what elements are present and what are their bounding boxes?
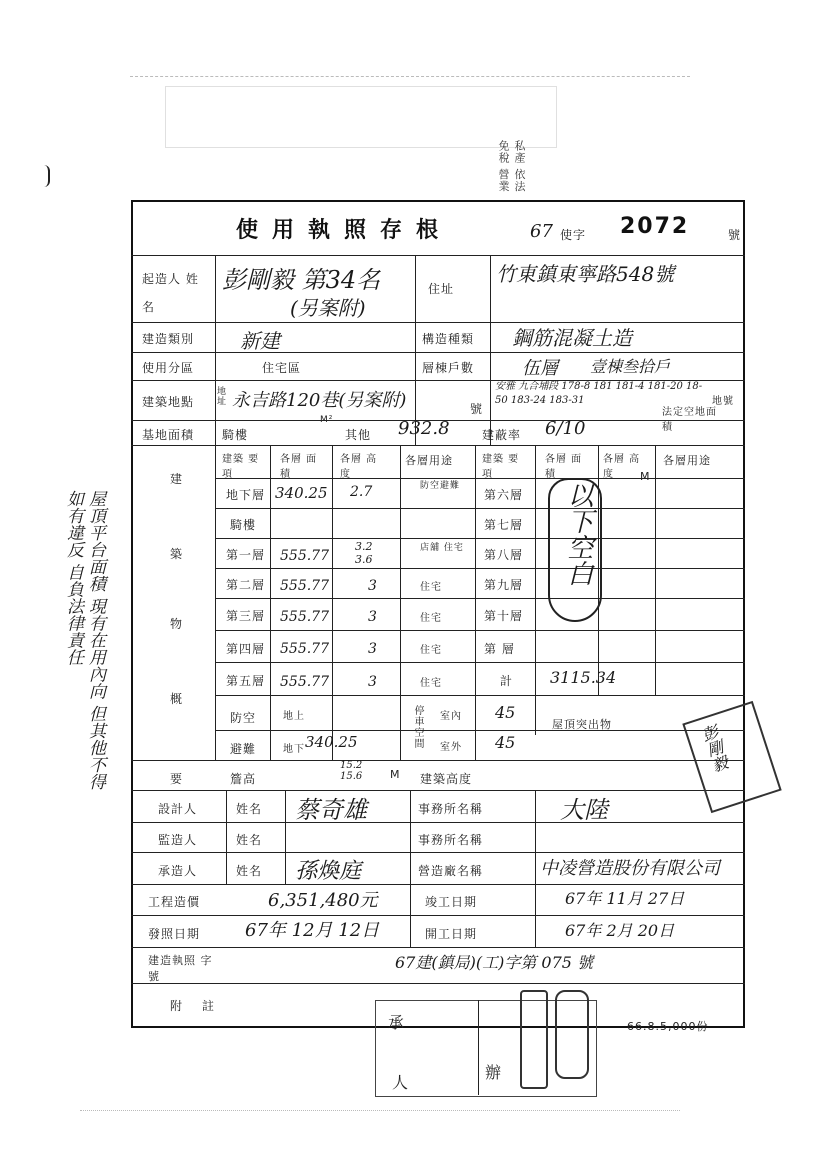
category-value: 新建 bbox=[240, 329, 280, 353]
other-value: 932.8 bbox=[398, 418, 450, 439]
row-divider bbox=[131, 852, 745, 853]
floor-label: 第五層 bbox=[226, 674, 266, 688]
floor-label: 騎樓 bbox=[230, 518, 257, 532]
lot-label: 地號 bbox=[712, 396, 734, 407]
shelter-under-sub: 地下 bbox=[283, 744, 305, 755]
designer-office: 大陸 bbox=[560, 796, 608, 824]
floor-use: 住宅 bbox=[420, 582, 442, 593]
header-use-left: 各層用途 bbox=[405, 454, 453, 467]
floor-use: 住宅 bbox=[420, 645, 442, 656]
side-label-4: 概 bbox=[170, 692, 184, 706]
outdoor-value: 45 bbox=[495, 733, 516, 752]
designer-name: 蔡奇雄 bbox=[295, 796, 367, 824]
row-divider bbox=[131, 915, 745, 916]
structure-label: 構造種類 bbox=[422, 332, 475, 346]
eave-height-label: 簷高 bbox=[230, 772, 257, 786]
header-height-left: 各層 高度 bbox=[340, 454, 378, 480]
header-item-left: 建築 要項 bbox=[222, 454, 260, 480]
permit-year: 67 bbox=[530, 221, 553, 242]
scan-artifact-bottom bbox=[80, 1110, 680, 1112]
col-divider bbox=[535, 790, 536, 948]
shelter-ground-label: 地上 bbox=[283, 711, 305, 722]
floor-height: 3 bbox=[368, 641, 377, 657]
col-divider bbox=[478, 1000, 479, 1095]
row-divider bbox=[215, 630, 745, 631]
col-divider bbox=[475, 445, 476, 760]
contractor-name: 孫煥庭 bbox=[295, 859, 362, 884]
row-divider bbox=[131, 884, 745, 885]
eave-height-value: 15.2 15.6 bbox=[340, 760, 363, 782]
unit-area: M² bbox=[320, 415, 334, 425]
contractor-label: 承造人 bbox=[158, 864, 198, 878]
zone-label: 使用分區 bbox=[142, 361, 195, 375]
coverage-value: 6/10 bbox=[545, 418, 586, 439]
units-value: 壹棟叁拾戶 bbox=[590, 357, 671, 376]
row-divider bbox=[215, 538, 745, 539]
floor-height: 3.2 3.6 bbox=[355, 540, 373, 566]
floor-area: 555.77 bbox=[280, 578, 329, 594]
build-permit-value: 67建(鎮局)(工)字第 075 號 bbox=[395, 953, 594, 972]
floor-height: 3 bbox=[368, 674, 377, 690]
permit-series: 使字 bbox=[560, 228, 587, 242]
signature-seal bbox=[555, 990, 589, 1079]
parking-label: 停車空間 bbox=[412, 705, 423, 749]
floor-label: 第八層 bbox=[484, 548, 524, 562]
floors-label: 層棟戶數 bbox=[422, 361, 475, 375]
legal-space-label: 法定空地面積 bbox=[662, 407, 717, 433]
col-divider bbox=[400, 445, 401, 760]
row-divider bbox=[131, 352, 745, 353]
row-divider bbox=[215, 568, 745, 569]
floor-height: 3 bbox=[368, 578, 377, 594]
side-label-3: 物 bbox=[170, 617, 184, 631]
row-divider bbox=[215, 598, 745, 599]
designer-label: 設計人 bbox=[158, 802, 198, 816]
contractor-firm: 中凌營造股份有限公司 bbox=[540, 858, 720, 879]
completion-date-value: 67年 11月 27日 bbox=[565, 889, 685, 908]
approval-stamp-text: 彭剛毅 bbox=[697, 722, 731, 775]
shelter-label: 防空 bbox=[230, 711, 257, 725]
col-divider bbox=[270, 445, 271, 760]
contractor-name-label: 姓名 bbox=[236, 864, 263, 878]
floor-area: 340.25 bbox=[275, 484, 328, 502]
floor-label: 第一層 bbox=[226, 548, 266, 562]
col-divider bbox=[410, 790, 411, 948]
row-divider bbox=[131, 790, 745, 791]
row-divider bbox=[215, 695, 745, 696]
row-divider bbox=[131, 947, 745, 948]
blank-below-bracket bbox=[548, 478, 602, 622]
outdoor-label: 室外 bbox=[440, 742, 462, 753]
floor-use: 防空避難 bbox=[420, 481, 461, 491]
unit-height: M bbox=[640, 470, 651, 483]
form-title: 使用執照存根 bbox=[236, 217, 453, 243]
col-divider bbox=[490, 255, 491, 445]
row-divider bbox=[131, 760, 745, 761]
floor-label: 第二層 bbox=[226, 578, 266, 592]
structure-value: 鋼筋混凝土造 bbox=[512, 326, 632, 350]
floor-label: 計 bbox=[500, 674, 514, 688]
side-label-2: 築 bbox=[170, 547, 184, 561]
row-divider bbox=[215, 508, 745, 509]
floor-label: 地下層 bbox=[226, 488, 266, 502]
floor-area: 555.77 bbox=[280, 609, 329, 625]
side-label-5: 要 bbox=[170, 772, 184, 786]
row-divider bbox=[131, 983, 745, 984]
scan-artifact-top bbox=[130, 76, 690, 78]
signature-box-char: 辦 bbox=[485, 1063, 503, 1082]
site-value: 永吉路120巷(另案附) bbox=[232, 390, 407, 411]
floors-value: 伍層 bbox=[522, 358, 558, 379]
row-divider bbox=[215, 478, 745, 479]
col-divider bbox=[285, 790, 286, 884]
completion-date-label: 竣工日期 bbox=[425, 895, 478, 909]
permit-date-label: 發照日期 bbox=[148, 927, 201, 941]
build-permit-label: 建造執照 字號 bbox=[148, 954, 213, 983]
floor-label: 第七層 bbox=[484, 518, 524, 532]
remarks-label: 附註 bbox=[170, 999, 235, 1013]
site-suffix: 號 bbox=[470, 402, 484, 416]
header-height-right: 各層 高度 bbox=[603, 454, 641, 480]
floor-area: 555.77 bbox=[280, 548, 329, 564]
col-divider bbox=[332, 445, 333, 760]
col-divider bbox=[415, 255, 416, 445]
floor-height: 3 bbox=[368, 609, 377, 625]
col-divider bbox=[535, 445, 536, 735]
coverage-label: 建蔽率 bbox=[482, 428, 522, 442]
shelter-under-value: 340.25 bbox=[305, 733, 358, 751]
floor-label: 第四層 bbox=[226, 642, 266, 656]
header-area-left: 各層 面積 bbox=[280, 454, 318, 480]
footer-print-count: 66.8.5,000份 bbox=[627, 1020, 709, 1033]
roof-label: 屋頂突出物 bbox=[552, 718, 612, 731]
floor-use: 住宅 bbox=[420, 613, 442, 624]
floor-use: 店舖 住宅 bbox=[420, 543, 464, 553]
cost-value: 6,351,480元 bbox=[268, 890, 378, 911]
contractor-firm-label: 營造廠名稱 bbox=[418, 864, 484, 878]
side-label-1: 建 bbox=[170, 472, 184, 486]
applicant-name-note: (另案附) bbox=[290, 296, 366, 320]
top-right-note: 私產 依法免稅 營業 bbox=[497, 140, 526, 193]
floor-area: 555.77 bbox=[280, 674, 329, 690]
row-divider bbox=[131, 445, 745, 446]
row-divider bbox=[215, 730, 745, 731]
header-item-right: 建築 要項 bbox=[482, 454, 520, 480]
floor-label: 第十層 bbox=[484, 609, 524, 623]
faded-stamp-box bbox=[165, 86, 557, 148]
floor-height: 2.7 bbox=[350, 484, 373, 500]
signature-box-char: 承 bbox=[388, 1013, 406, 1032]
eave-height-unit: M bbox=[390, 768, 401, 781]
applicant-name: 彭剛毅 第34名 bbox=[222, 266, 381, 294]
floor-label: 第 層 bbox=[484, 642, 515, 656]
supervisor-name-label: 姓名 bbox=[236, 833, 263, 847]
permit-number: 2072 bbox=[620, 214, 690, 239]
row-divider bbox=[131, 255, 745, 256]
header-use-right: 各層用途 bbox=[663, 454, 711, 467]
permit-date-value: 67年 12月 12日 bbox=[245, 920, 380, 941]
other-label: 其他 bbox=[345, 428, 372, 442]
signature-seal bbox=[520, 990, 548, 1089]
total-area: 3115.34 bbox=[550, 668, 617, 687]
category-label: 建造類別 bbox=[142, 332, 195, 346]
row-divider bbox=[215, 662, 745, 663]
signature-box-char: 人 bbox=[392, 1073, 410, 1092]
supervisor-office-label: 事務所名稱 bbox=[418, 833, 484, 847]
supervisor-label: 監造人 bbox=[158, 833, 198, 847]
shelter-under-label: 避難 bbox=[230, 742, 257, 756]
lot-value: 安雅 九合埔段 178-8 181 181-4 181-20 18-50 183-24 183-31 bbox=[495, 381, 703, 406]
row-divider bbox=[131, 822, 745, 823]
floor-label: 第九層 bbox=[484, 578, 524, 592]
col-divider bbox=[226, 790, 227, 884]
building-height-label: 建築高度 bbox=[420, 772, 473, 786]
indoor-value: 45 bbox=[495, 703, 516, 722]
floor-label: 第三層 bbox=[226, 609, 266, 623]
address-value: 竹東鎮東寧路548號 bbox=[496, 262, 675, 286]
blank-below-note: 以下空白 bbox=[563, 482, 593, 586]
header-area-right: 各層 面積 bbox=[545, 454, 583, 480]
cost-label: 工程造價 bbox=[148, 895, 201, 909]
scan-mark-left bbox=[44, 165, 50, 187]
start-date-value: 67年 2月 20日 bbox=[565, 921, 675, 940]
site-prefix: 地址 bbox=[215, 386, 225, 406]
area-label: 基地面積 bbox=[142, 428, 195, 442]
designer-name-label: 姓名 bbox=[236, 802, 263, 816]
floor-label: 第六層 bbox=[484, 488, 524, 502]
designer-office-label: 事務所名稱 bbox=[418, 802, 484, 816]
arcade-label: 騎樓 bbox=[222, 428, 249, 442]
row-divider bbox=[131, 322, 745, 323]
floor-use: 住宅 bbox=[420, 678, 442, 689]
left-margin-note: 屋頂平台面積 現有在用內向 但其他不得 如有違反 自負法律責任 bbox=[63, 490, 105, 790]
indoor-label: 室內 bbox=[440, 711, 462, 722]
address-label: 住址 bbox=[428, 282, 455, 296]
floor-area: 555.77 bbox=[280, 641, 329, 657]
applicant-label: 起造人 姓名 bbox=[142, 272, 199, 314]
col-divider bbox=[655, 445, 656, 695]
permit-number-suffix: 號 bbox=[728, 228, 742, 242]
start-date-label: 開工日期 bbox=[425, 927, 478, 941]
site-label: 建築地點 bbox=[142, 395, 195, 409]
zone-value: 住宅區 bbox=[262, 361, 302, 375]
